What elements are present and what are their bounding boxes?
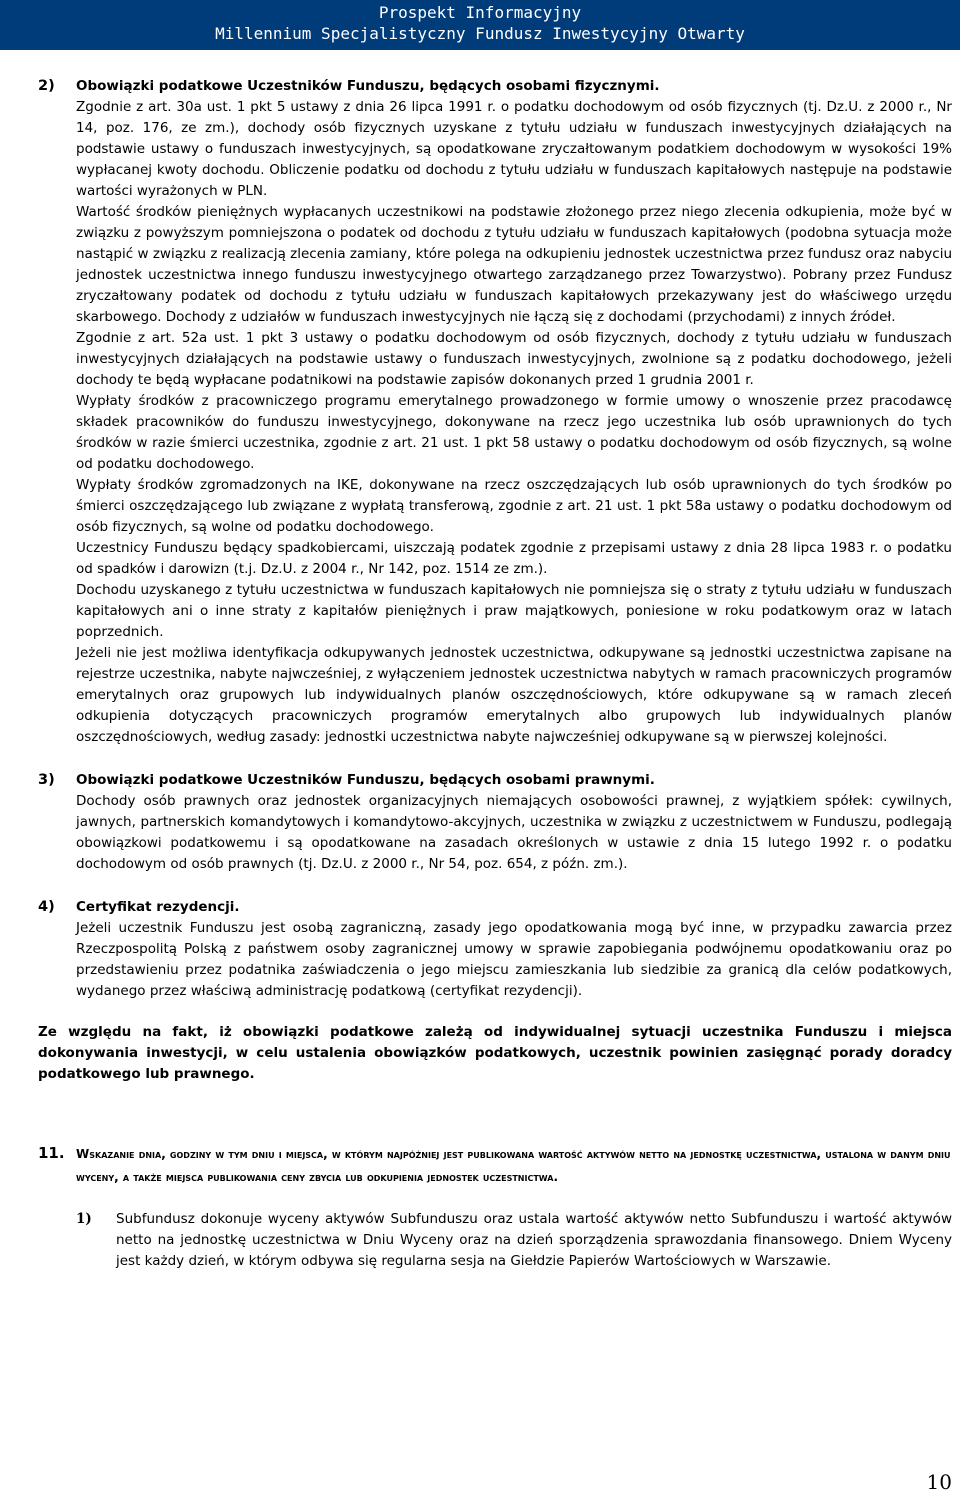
page-number: 10 [926, 1470, 952, 1494]
section-2-paragraph: Zgodnie z art. 30a ust. 1 pkt 5 ustawy z dnia 26 lipca 1991 r. o podatku dochodowym od osób fizycznych (tj. Dz.U. z 2000 r., Nr 14, poz. 176, ze zm.), dochody osób fizycznych uzyskane z tytułu udziału w funduszach inwestycyjnych działających na podstawie ustawy o funduszach inwestycyjnych, są opodatkowane zryczałtowanym podatkiem dochodowym w wysokości 19% wypłacanej kwoty dochodu. Obliczenie podatku od dochodu z tytułu udziału w funduszach kapitałowych następuje na podstawie wartości wyrażonych w PLN. [76, 99, 952, 199]
section-4-title: Certyfikat rezydencji. [76, 899, 240, 915]
header-title: Prospekt Informacyjny [378, 3, 582, 22]
section-2-paragraph: Zgodnie z art. 52a ust. 1 pkt 3 ustawy o podatku dochodowym od osób fizycznych, dochody z tytułu udziału w funduszach inwestycyjnych działających na podstawie ustawy o funduszach inwestycyjnych, zwolnione są z podatku dochodowego, jeżeli dochody te będą wypłacane podatnikowi na podstawie zapisów dokonanych przed 1 grudnia 2001 r. [76, 330, 952, 388]
section-3 [38, 770, 952, 875]
section-2 [38, 76, 952, 748]
section-2-paragraph: Wypłaty środków z pracowniczego programu emerytalnego prowadzonego w formie umowy o wnoszenie przez pracodawcę składek pracowników do funduszu inwestycyjnego, dokonywane na rzecz jego uczestnika lub osób uprawnionych do tych środków w razie śmierci uczestnika, zgodnie z art. 21 ust. 1 pkt 58 ustawy o podatku dochodowym od osób fizycznych, są wolne od podatku dochodowego. [76, 393, 952, 472]
section-2-paragraph: Dochodu uzyskanego z tytułu uczestnictwa w funduszach kapitałowych nie pomniejsza się o straty z tytułu udziału w funduszach kapitałowych ani o inne straty z kapitałów pieniężnych i praw majątkowych, poniesione w roku podatkowym oraz w latach poprzednich. [76, 582, 952, 640]
section-3-paragraph: Dochody osób prawnych oraz jednostek organizacyjnych niemających osobowości prawnej, z wyjątkiem spółek: cywilnych, jawnych, partnerskich komandytowych i komandytowo-akcyjnych, uczestnika w związku z uczestnictwem w Funduszu, podlegają obowiązkowi podatkowemu i są opodatkowane na zasadach określonych w ustawie z dnia 15 lutego 1992 r. o podatku dochodowym od osób prawnych (tj. Dz.U. z 2000 r., Nr 54, poz. 654, z późn. zm.). [76, 793, 952, 872]
tax-advice-note: Ze względu na fakt, iż obowiązki podatkowe zależą od indywidualnej sytuacji uczestnika Funduszu i miejsca dokonywania inwestycji, w celu ustalenia obowiązków podatkowych, uczestnik powinien zasięgnąć porady doradcy podatkowego lub prawnego. [38, 1024, 952, 1082]
section-3-number: 3) [38, 772, 55, 788]
section-11-number: 11. [38, 1144, 65, 1162]
section-2-paragraph: Wartość środków pieniężnych wypłacanych uczestnikowi na podstawie złożonego przez niego zlecenia odkupienia, może być w związku z powyższym pomniejszona o podatek od dochodu z tytułu udziału w funduszach kapitałowych (podobna sytuacja może nastąpić w związku z realizacją zlecenia zamiany, które polega na odkupieniu jednostek uczestnictwa przez fundusz oraz nabyciu jednostek uczestnictwa innego funduszu inwestycyjnego otwartego zarządzanego przez Towarzystwo). Pobrany przez Fundusz zryczałtowany podatek od dochodu z tytułu udziału w funduszach kapitałowych przekazywany jest do właściwego urzędu skarbowego. Dochody z udziałów w funduszach inwestycyjnych nie łączą się z dochodami (przychodami) z innych źródeł. [76, 204, 952, 325]
section-4-number: 4) [38, 899, 55, 915]
section-2-paragraph: Wypłaty środków zgromadzonych na IKE, dokonywane na rzecz oszczędzających lub osób uprawnionych do tych środków po śmierci oszczędzającego lub związane z wypłatą transferową, zgodnie z art. 21 ust. 1 pkt 58a ustawy o podatku dochodowym od osób fizycznych, są wolne od podatku dochodowego. [76, 477, 952, 535]
header-subtitle: Millennium Specjalistyczny Fundusz Inwestycyjny Otwarty [215, 24, 745, 43]
section-2-number: 2) [38, 78, 55, 94]
page-header [0, 0, 960, 50]
section-11-item [76, 1209, 952, 1272]
section-2-title: Obowiązki podatkowe Uczestników Funduszu, będących osobami fizycznymi. [76, 78, 660, 94]
section-2-paragraph: Jeżeli nie jest możliwa identyfikacja odkupywanych jednostek uczestnictwa, odkupywane są jednostki uczestnictwa zapisane na rejestrze uczestnika, nabyte najwcześniej, z wyłączeniem jednostek uczestnictwa nabytych w ramach pracowniczych programów emerytalnych oraz grupowych lub indywidualnych planów oszczędnościowych, które odkupywane są w ramach zleceń odkupienia dotyczących pracowniczych programów emerytalnych albo grupowych lub indywidualnych planów oszczędnościowych, według zasady: jednostki uczestnictwa nabyte najwcześniej odkupywane są w pierwszej kolejności. [76, 645, 952, 745]
section-11-item-text: Subfundusz dokonuje wyceny aktywów Subfunduszu oraz ustala wartość aktywów netto Subfunduszu i wartość aktywów netto na jednostkę uczestnictwa w Dniu Wyceny oraz na dzień sporządzenia sprawozdania finansowego. Dniem Wyceny jest każdy dzień, w którym odbywa się regularna sesja na Giełdzie Papierów Wartościowych w Warszawie. [116, 1211, 952, 1269]
section-11-item-number: 1) [76, 1211, 92, 1227]
document-body [38, 76, 952, 1272]
section-2-paragraph: Uczestnicy Funduszu będący spadkobiercami, uiszczają podatek zgodnie z przepisami ustawy z dnia 28 lipca 1983 r. o podatku od spadków i darowizn (t.j. Dz.U. z 2004 r., Nr 142, poz. 1514 ze zm.). [76, 540, 952, 577]
section-4 [38, 897, 952, 1002]
section-11 [38, 1143, 952, 1189]
section-3-title: Obowiązki podatkowe Uczestników Funduszu, będących osobami prawnymi. [76, 772, 655, 788]
section-4-paragraph: Jeżeli uczestnik Funduszu jest osobą zagraniczną, zasady jego opodatkowania mogą być inne, w przypadku zawarcia przez Rzeczpospolitą Polską z państwem osoby zagranicznej umowy w sprawie zapobiegania podwójnemu opodatkowaniu oraz po przedstawieniu przez podatnika zaświadczenia o jego miejscu zamieszkania lub siedzibie za granicą dla celów podatkowych, wydanego przez właściwą administrację podatkową (certyfikat rezydencji). [76, 920, 952, 999]
section-11-title: Wskazanie dnia, godziny w tym dniu i miejsca, w którym najpóźniej jest publikowana wartość aktywów netto na jednostkę uczestnictwa, ustalona w danym dniu wyceny, a także miejsca publikowania ceny zbycia lub odkupienia jednostek uczestnictwa. [76, 1147, 951, 1184]
